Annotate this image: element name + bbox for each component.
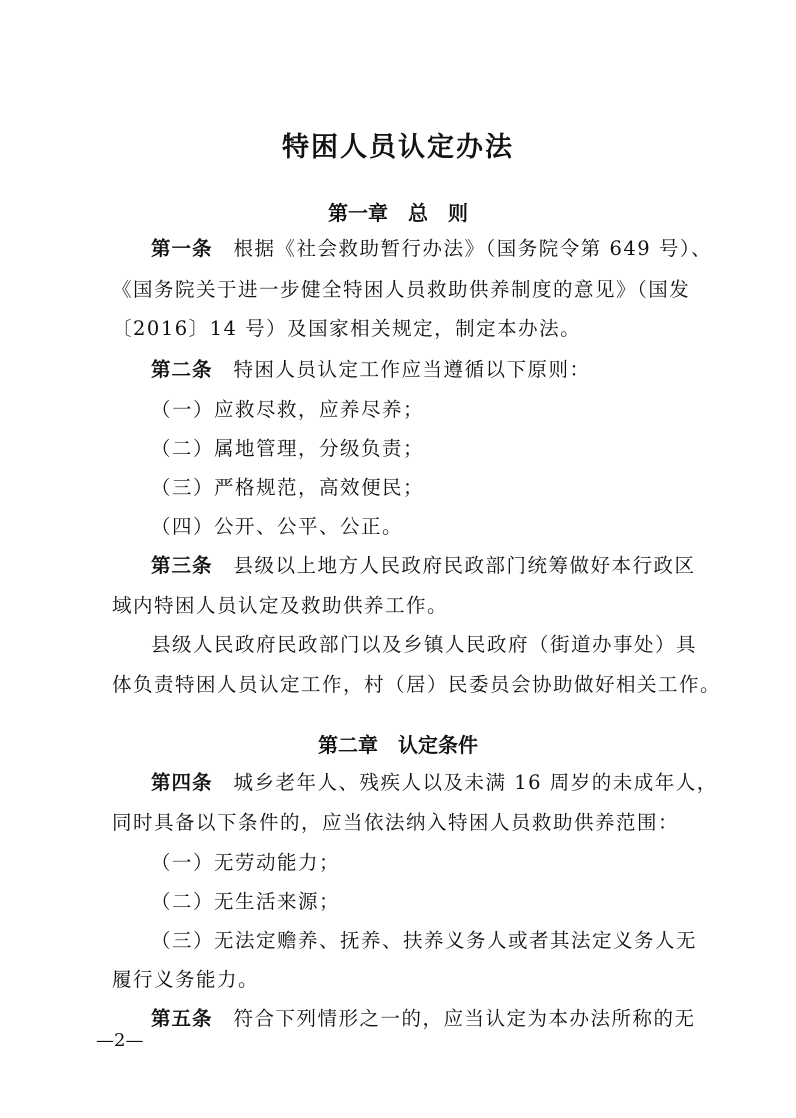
paragraph-text: 县级以上地方人民政府民政部门统筹做好本行政区 — [212, 554, 696, 577]
paragraph-line: 域内特困人员认定及救助供养工作。 — [112, 594, 449, 617]
paragraph-line: 县级人民政府民政部门以及乡镇人民政府（街道办事处）具 — [151, 633, 698, 656]
article-label: 第四条 — [151, 771, 213, 794]
article-label: 第五条 — [151, 1007, 213, 1030]
paragraph-text: 城乡老年人、残疾人以及未满 16 周岁的未成年人， — [212, 771, 718, 794]
list-item: （三）严格规范，高效便民； — [151, 476, 425, 499]
paragraph-line: 履行义务能力。 — [112, 968, 260, 991]
list-item: （二）无生活来源； — [151, 890, 341, 913]
document-title: 特困人员认定办法 — [282, 132, 514, 163]
paragraph-line: 同时具备以下条件的，应当依法纳入特困人员救助供养范围： — [112, 811, 680, 834]
paragraph-line: 〔2016〕14 号）及国家相关规定，制定本办法。 — [112, 317, 582, 340]
list-item: （一）应救尽救，应养尽养； — [151, 398, 425, 421]
paragraph-line — [151, 232, 711, 266]
paragraph-text: 符合下列情形之一的，应当认定为本办法所称的无 — [212, 1007, 696, 1030]
paragraph-line — [151, 766, 718, 800]
paragraph-line — [151, 549, 711, 583]
article-label: 第二条 — [151, 358, 213, 381]
paragraph-line — [151, 1002, 711, 1036]
list-item: （三）无法定赡养、抚养、扶养义务人或者其法定义务人无 — [151, 929, 698, 952]
chapter-heading-1: 第一章 总 则 — [328, 201, 468, 225]
article-label: 第三条 — [151, 554, 213, 577]
paragraph-line: 体负责特困人员认定工作，村（居）民委员会协助做好相关工作。 — [112, 673, 722, 696]
list-item: （一）无劳动能力； — [151, 851, 341, 874]
page-number: —2— — [96, 1030, 144, 1051]
paragraph-text: 根据《社会救助暂行办法》（国务院令第 649 号）、 — [212, 237, 713, 260]
article-label: 第一条 — [151, 237, 213, 260]
list-item: （二）属地管理，分级负责； — [151, 437, 425, 460]
chapter-heading-2: 第二章 认定条件 — [318, 733, 478, 757]
list-item: （四）公开、公平、公正。 — [151, 515, 404, 538]
paragraph-text: 特困人员认定工作应当遵循以下原则： — [212, 358, 591, 381]
paragraph-line: 《国务院关于进一步健全特困人员救助供养制度的意见》（国发 — [112, 278, 691, 301]
paragraph-line — [151, 353, 711, 387]
